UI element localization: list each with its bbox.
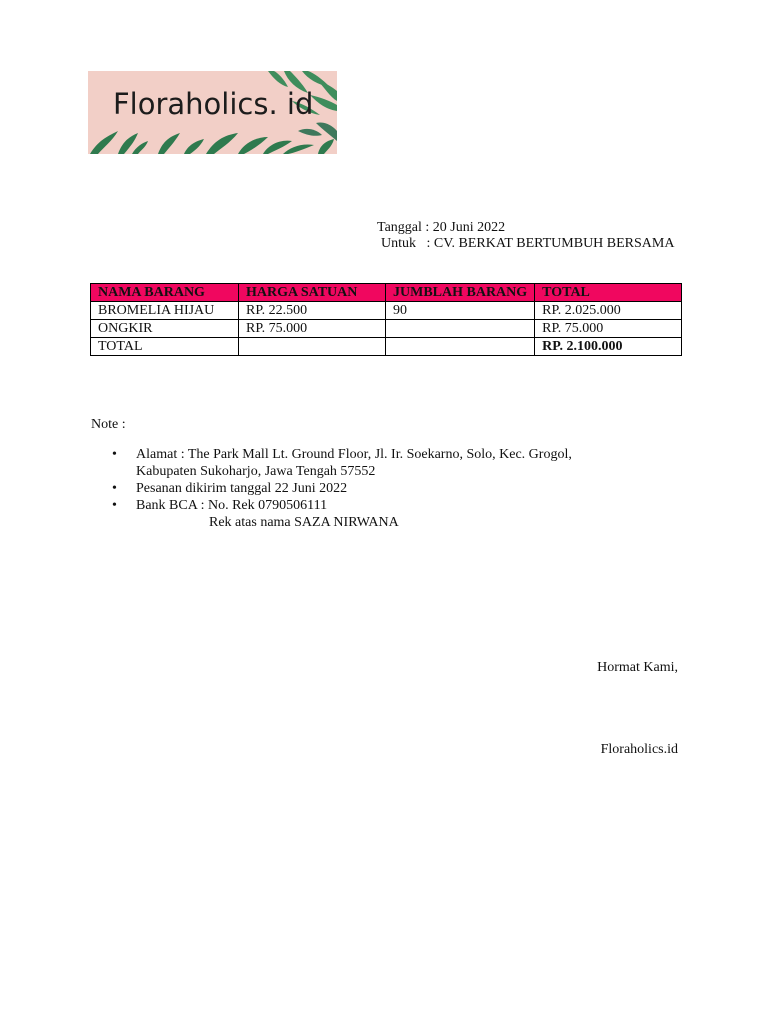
- cell-item-name: BROMELIA HIJAU: [91, 302, 239, 320]
- cell-unit-price: RP. 75.000: [239, 320, 386, 338]
- note-item-shipping: [90, 480, 610, 497]
- header-jumlah-barang: JUMBLAH BARANG: [386, 284, 535, 302]
- date-label: Tanggal :: [377, 220, 430, 235]
- cell-empty: [239, 338, 386, 356]
- invoice-table: [90, 283, 682, 356]
- table-row: [91, 302, 682, 320]
- cell-total: RP. 2.025.000: [535, 302, 682, 320]
- recipient-value: CV. BERKAT BERTUMBUH BERSAMA: [433, 236, 675, 251]
- note-item-address: [90, 446, 610, 480]
- cell-grand-total: RP. 2.100.000: [535, 338, 682, 356]
- cell-quantity: 90: [386, 302, 535, 320]
- cell-empty: [386, 338, 535, 356]
- address-line-2: Kabupaten Sukoharjo, Jawa Tengah 57552: [136, 464, 376, 479]
- header-total: TOTAL: [535, 284, 682, 302]
- bullet-icon: •: [112, 447, 117, 462]
- closing-text: Hormat Kami,: [597, 660, 678, 675]
- cell-total: RP. 75.000: [535, 320, 682, 338]
- brand-logo: [88, 71, 337, 154]
- cell-unit-price: RP. 22.500: [239, 302, 386, 320]
- shipping-date-text: Pesanan dikirim tanggal 22 Juni 2022: [136, 481, 348, 496]
- header-harga-satuan: HARGA SATUAN: [239, 284, 386, 302]
- table-header-row: [91, 284, 682, 302]
- date-row: [377, 220, 674, 236]
- bank-account-holder: Rek atas nama SAZA NIRWANA: [209, 515, 399, 530]
- bullet-icon: •: [112, 498, 117, 513]
- table-total-row: [91, 338, 682, 356]
- date-value: 20 Juni 2022: [432, 220, 506, 235]
- cell-total-label: TOTAL: [91, 338, 239, 356]
- note-item-bank: [90, 497, 610, 531]
- address-line-1: Alamat : The Park Mall Lt. Ground Floor, Jl. Ir. Soekarno, Solo, Kec. Grogol,: [136, 447, 572, 462]
- cell-item-name: ONGKIR: [91, 320, 239, 338]
- signature-text: Floraholics.id: [600, 742, 678, 757]
- recipient-label: Untuk: [381, 236, 416, 251]
- header-nama-barang: NAMA BARANG: [91, 284, 239, 302]
- cell-quantity: [386, 320, 535, 338]
- bank-account-text: Bank BCA : No. Rek 0790506111: [136, 498, 328, 513]
- note-title: Note :: [91, 417, 126, 432]
- bullet-icon: •: [112, 481, 117, 496]
- table-row: [91, 320, 682, 338]
- recipient-row: [377, 236, 674, 252]
- logo-text: Floraholics. id: [113, 87, 314, 121]
- recipient-separator: :: [426, 236, 431, 251]
- document-meta: [377, 220, 674, 252]
- note-list: [90, 446, 610, 531]
